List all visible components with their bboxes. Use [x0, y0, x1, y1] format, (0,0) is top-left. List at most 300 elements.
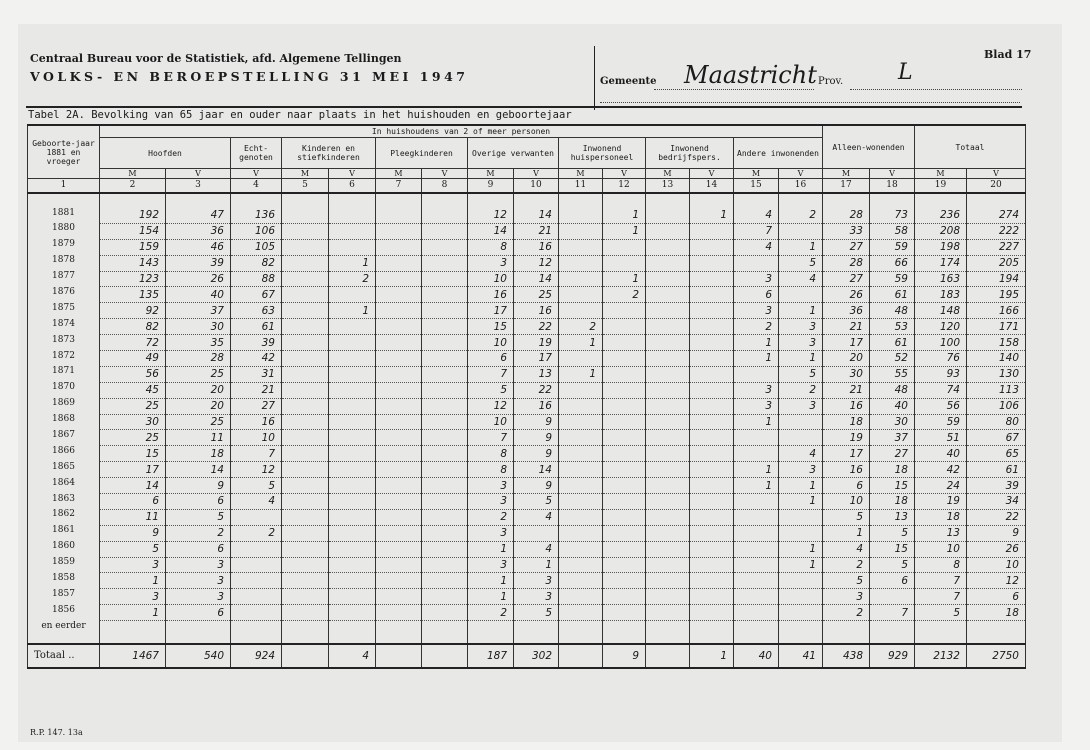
count-cell: [376, 462, 422, 478]
sex-header: V: [422, 169, 468, 179]
count-cell: 88: [231, 271, 282, 287]
count-cell: [690, 430, 734, 446]
count-cell: 6: [166, 605, 231, 621]
count-cell: [282, 446, 329, 462]
count-cell: 15: [870, 541, 915, 557]
count-cell: [559, 239, 603, 255]
count-cell: 3: [468, 557, 514, 573]
count-cell: 222: [967, 223, 1026, 239]
count-cell: 154: [100, 223, 166, 239]
count-cell: 2: [559, 319, 603, 335]
total-cell: 41: [779, 644, 823, 668]
count-cell: [422, 208, 468, 223]
count-cell: 1: [734, 351, 779, 367]
count-cell: 3: [779, 462, 823, 478]
count-cell: 30: [823, 366, 870, 382]
table-row: [28, 605, 1026, 621]
year-cell: 1876: [28, 287, 100, 303]
count-cell: [329, 414, 376, 430]
count-cell: [779, 509, 823, 525]
count-cell: 4: [779, 271, 823, 287]
count-cell: [646, 366, 690, 382]
table-row: [28, 557, 1026, 573]
count-cell: 36: [166, 223, 231, 239]
count-cell: 61: [870, 287, 915, 303]
count-cell: [603, 351, 646, 367]
count-cell: 15: [468, 319, 514, 335]
count-cell: 16: [514, 303, 559, 319]
count-cell: 5: [823, 573, 870, 589]
year-cell: 1871: [28, 366, 100, 382]
count-cell: [690, 414, 734, 430]
count-cell: [282, 271, 329, 287]
count-cell: 66: [870, 255, 915, 271]
count-cell: [603, 525, 646, 541]
count-cell: [329, 589, 376, 605]
sex-header: M: [646, 169, 690, 179]
count-cell: 13: [870, 509, 915, 525]
count-cell: 3: [166, 589, 231, 605]
count-cell: 39: [231, 335, 282, 351]
count-cell: [559, 414, 603, 430]
count-cell: 1: [734, 335, 779, 351]
count-cell: [646, 271, 690, 287]
count-cell: 1: [468, 589, 514, 605]
count-cell: [282, 414, 329, 430]
count-cell: 3: [468, 255, 514, 271]
sex-header: V: [690, 169, 734, 179]
count-cell: 56: [915, 398, 967, 414]
count-cell: [282, 589, 329, 605]
count-cell: [690, 255, 734, 271]
count-cell: 1: [734, 478, 779, 494]
table-row: [28, 223, 1026, 239]
count-cell: [690, 525, 734, 541]
sex-header: M: [823, 169, 870, 179]
year-cell: 1874: [28, 319, 100, 335]
count-cell: [559, 557, 603, 573]
count-cell: [734, 589, 779, 605]
year-cell: 1868: [28, 414, 100, 430]
count-cell: 17: [514, 351, 559, 367]
prov-dotted-line: [850, 89, 1022, 90]
count-cell: 27: [870, 446, 915, 462]
count-cell: [690, 335, 734, 351]
count-cell: 5: [870, 525, 915, 541]
column-number: 17: [823, 179, 870, 194]
year-cell: 1875: [28, 303, 100, 319]
total-cell: [422, 644, 468, 668]
count-cell: 7: [870, 605, 915, 621]
count-cell: 8: [468, 462, 514, 478]
column-number: 10: [514, 179, 559, 194]
header-alleenwonenden: Alleen-wonenden: [823, 125, 915, 169]
count-cell: 12: [514, 255, 559, 271]
count-cell: 34: [967, 494, 1026, 510]
count-cell: [422, 557, 468, 573]
count-cell: [734, 366, 779, 382]
count-cell: [376, 541, 422, 557]
count-cell: 10: [231, 430, 282, 446]
count-cell: 16: [231, 414, 282, 430]
count-cell: 9: [514, 446, 559, 462]
sex-header: V: [329, 169, 376, 179]
table-row: [28, 366, 1026, 382]
count-cell: 36: [823, 303, 870, 319]
total-cell: 924: [231, 644, 282, 668]
column-number: 7: [376, 179, 422, 194]
count-cell: [282, 557, 329, 573]
table-row: [28, 478, 1026, 494]
column-number: 11: [559, 179, 603, 194]
count-cell: [646, 223, 690, 239]
count-cell: [329, 525, 376, 541]
count-cell: 5: [468, 382, 514, 398]
count-cell: [282, 494, 329, 510]
count-cell: [282, 223, 329, 239]
count-cell: 82: [100, 319, 166, 335]
count-cell: 10: [915, 541, 967, 557]
table-row: [28, 255, 1026, 271]
count-cell: 3: [734, 271, 779, 287]
count-cell: 19: [823, 430, 870, 446]
count-cell: 3: [823, 589, 870, 605]
total-cell: 438: [823, 644, 870, 668]
count-cell: 11: [166, 430, 231, 446]
count-cell: 22: [967, 509, 1026, 525]
count-cell: 12: [468, 398, 514, 414]
count-cell: [422, 271, 468, 287]
count-cell: [690, 557, 734, 573]
count-cell: [376, 573, 422, 589]
count-cell: [282, 430, 329, 446]
count-cell: 106: [231, 223, 282, 239]
count-cell: 18: [823, 414, 870, 430]
count-cell: [376, 239, 422, 255]
count-cell: [559, 303, 603, 319]
count-cell: [690, 541, 734, 557]
header-inwonend-bedrijfspers: Inwonend bedrijfspers.: [646, 138, 734, 169]
count-cell: 53: [870, 319, 915, 335]
count-cell: [559, 573, 603, 589]
table-row: [28, 414, 1026, 430]
count-cell: [559, 589, 603, 605]
count-cell: 47: [166, 208, 231, 223]
count-cell: 82: [231, 255, 282, 271]
count-cell: [646, 557, 690, 573]
column-number: 1: [28, 179, 100, 194]
table-row: [28, 494, 1026, 510]
column-number: 5: [282, 179, 329, 194]
count-cell: 15: [870, 478, 915, 494]
count-cell: [282, 605, 329, 621]
count-cell: [603, 557, 646, 573]
count-cell: 1: [779, 239, 823, 255]
table-top-rule: [26, 106, 1022, 108]
table-row: [28, 351, 1026, 367]
count-cell: 16: [823, 462, 870, 478]
count-cell: [603, 462, 646, 478]
count-cell: [376, 605, 422, 621]
count-cell: [646, 446, 690, 462]
count-cell: [603, 509, 646, 525]
table-row: [28, 303, 1026, 319]
count-cell: 7: [468, 366, 514, 382]
count-cell: [282, 335, 329, 351]
count-cell: 171: [967, 319, 1026, 335]
count-cell: 3: [166, 557, 231, 573]
total-cell: [559, 644, 603, 668]
count-cell: [329, 208, 376, 223]
count-cell: 19: [915, 494, 967, 510]
year-cell: 1873: [28, 335, 100, 351]
table-title: Tabel 2A. Bevolking van 65 jaar en ouder naar plaats in het huishouden en geboortejaar: [28, 109, 572, 121]
count-cell: [690, 271, 734, 287]
total-cell: 2750: [967, 644, 1026, 668]
count-cell: 5: [823, 509, 870, 525]
count-cell: 5: [870, 557, 915, 573]
year-column-header: Geboorte-jaar 1881 en vroeger: [28, 125, 100, 179]
table-row: [28, 541, 1026, 557]
count-cell: [603, 319, 646, 335]
count-cell: [282, 509, 329, 525]
count-cell: [690, 605, 734, 621]
count-cell: [422, 541, 468, 557]
count-cell: 7: [734, 223, 779, 239]
count-cell: 56: [100, 366, 166, 382]
count-cell: 3: [514, 589, 559, 605]
count-cell: [559, 271, 603, 287]
count-cell: [282, 382, 329, 398]
count-cell: 37: [870, 430, 915, 446]
total-cell: 4: [329, 644, 376, 668]
column-number: 12: [603, 179, 646, 194]
count-cell: 10: [967, 557, 1026, 573]
count-cell: 18: [967, 605, 1026, 621]
count-cell: 163: [915, 271, 967, 287]
count-cell: 1: [559, 335, 603, 351]
year-cell: 1860: [28, 541, 100, 557]
count-cell: 63: [231, 303, 282, 319]
count-cell: [690, 478, 734, 494]
count-cell: [690, 573, 734, 589]
count-cell: 4: [514, 509, 559, 525]
count-cell: 28: [823, 208, 870, 223]
count-cell: [329, 398, 376, 414]
count-cell: 17: [823, 335, 870, 351]
count-cell: [282, 573, 329, 589]
total-cell: 929: [870, 644, 915, 668]
count-cell: 5: [779, 366, 823, 382]
table-row: [28, 573, 1026, 589]
column-number: 2: [100, 179, 166, 194]
count-cell: 19: [514, 335, 559, 351]
count-cell: [690, 446, 734, 462]
count-cell: [376, 351, 422, 367]
count-cell: [603, 573, 646, 589]
count-cell: [646, 335, 690, 351]
count-cell: 1: [603, 271, 646, 287]
count-cell: 30: [100, 414, 166, 430]
count-cell: 6: [734, 287, 779, 303]
count-cell: 17: [468, 303, 514, 319]
count-cell: 6: [468, 351, 514, 367]
count-cell: [734, 509, 779, 525]
count-cell: [422, 462, 468, 478]
count-cell: [376, 271, 422, 287]
count-cell: [422, 573, 468, 589]
count-cell: [779, 430, 823, 446]
count-cell: [422, 382, 468, 398]
year-cell: 1867: [28, 430, 100, 446]
count-cell: [646, 303, 690, 319]
count-cell: [282, 366, 329, 382]
count-cell: 1: [514, 557, 559, 573]
sex-header: V: [166, 169, 231, 179]
count-cell: 27: [823, 271, 870, 287]
table-row: [28, 319, 1026, 335]
count-cell: 45: [100, 382, 166, 398]
count-cell: [870, 589, 915, 605]
year-cell: 1859: [28, 557, 100, 573]
count-cell: [422, 525, 468, 541]
year-cell: 1862: [28, 509, 100, 525]
count-cell: [231, 509, 282, 525]
count-cell: 6: [870, 573, 915, 589]
count-cell: 105: [231, 239, 282, 255]
count-cell: [559, 255, 603, 271]
count-cell: 59: [915, 414, 967, 430]
count-cell: [376, 557, 422, 573]
count-cell: 93: [915, 366, 967, 382]
count-cell: 1: [734, 414, 779, 430]
total-cell: 1: [690, 644, 734, 668]
total-cell: 302: [514, 644, 559, 668]
count-cell: 208: [915, 223, 967, 239]
earlier-label: en eerder: [28, 621, 100, 633]
count-cell: 100: [915, 335, 967, 351]
count-cell: [734, 255, 779, 271]
count-cell: 30: [870, 414, 915, 430]
count-cell: [603, 414, 646, 430]
count-cell: [282, 462, 329, 478]
count-cell: [422, 446, 468, 462]
year-cell: 1866: [28, 446, 100, 462]
count-cell: [329, 446, 376, 462]
count-cell: 4: [734, 239, 779, 255]
year-cell: 1858: [28, 573, 100, 589]
year-cell: 1857: [28, 589, 100, 605]
count-cell: [690, 366, 734, 382]
count-cell: [559, 351, 603, 367]
count-cell: 7: [231, 446, 282, 462]
year-cell: 1872: [28, 351, 100, 367]
count-cell: 35: [166, 335, 231, 351]
count-cell: [690, 462, 734, 478]
count-cell: 5: [166, 509, 231, 525]
count-cell: [734, 494, 779, 510]
table-row: [28, 382, 1026, 398]
count-cell: 148: [915, 303, 967, 319]
count-cell: 5: [514, 605, 559, 621]
count-cell: [559, 462, 603, 478]
count-cell: [422, 366, 468, 382]
count-cell: 1: [603, 223, 646, 239]
count-cell: [646, 319, 690, 335]
count-cell: 3: [734, 303, 779, 319]
count-cell: 3: [468, 494, 514, 510]
count-cell: 11: [100, 509, 166, 525]
form-code: R.P. 147. 13a: [30, 728, 83, 737]
count-cell: 6: [166, 494, 231, 510]
count-cell: 3: [468, 525, 514, 541]
count-cell: [376, 382, 422, 398]
population-table: [27, 124, 1026, 669]
count-cell: [422, 351, 468, 367]
count-cell: [422, 287, 468, 303]
count-cell: 135: [100, 287, 166, 303]
count-cell: 158: [967, 335, 1026, 351]
header-andere-inwonenden: Andere inwonenden: [734, 138, 823, 169]
count-cell: 40: [166, 287, 231, 303]
count-cell: [376, 414, 422, 430]
count-cell: 14: [100, 478, 166, 494]
count-cell: [329, 319, 376, 335]
count-cell: 1: [329, 303, 376, 319]
year-cell: 1863: [28, 494, 100, 510]
count-cell: [329, 573, 376, 589]
count-cell: 183: [915, 287, 967, 303]
gemeente-value: Maastricht: [684, 61, 817, 89]
count-cell: [646, 351, 690, 367]
table-row: [28, 446, 1026, 462]
spacer-row: [28, 193, 1026, 208]
sex-header: V: [870, 169, 915, 179]
count-cell: 25: [100, 430, 166, 446]
count-cell: 9: [514, 430, 559, 446]
count-cell: [282, 208, 329, 223]
count-cell: 25: [514, 287, 559, 303]
count-cell: 9: [100, 525, 166, 541]
count-cell: 192: [100, 208, 166, 223]
count-cell: 80: [967, 414, 1026, 430]
count-cell: 7: [468, 430, 514, 446]
count-cell: 3: [734, 398, 779, 414]
header-totaal: Totaal: [915, 125, 1026, 169]
count-cell: [231, 573, 282, 589]
count-cell: [422, 478, 468, 494]
count-cell: 40: [915, 446, 967, 462]
count-cell: 1: [779, 541, 823, 557]
count-cell: 24: [915, 478, 967, 494]
total-cell: 40: [734, 644, 779, 668]
count-cell: 5: [231, 478, 282, 494]
count-cell: 1: [329, 255, 376, 271]
count-cell: 4: [779, 446, 823, 462]
count-cell: [646, 414, 690, 430]
count-cell: 25: [166, 414, 231, 430]
count-cell: [603, 430, 646, 446]
count-cell: 3: [779, 398, 823, 414]
count-cell: [646, 605, 690, 621]
count-cell: 27: [231, 398, 282, 414]
year-cell: 1869: [28, 398, 100, 414]
count-cell: 76: [915, 351, 967, 367]
count-cell: [603, 366, 646, 382]
count-cell: 14: [514, 208, 559, 223]
count-cell: [690, 509, 734, 525]
count-cell: 15: [100, 446, 166, 462]
